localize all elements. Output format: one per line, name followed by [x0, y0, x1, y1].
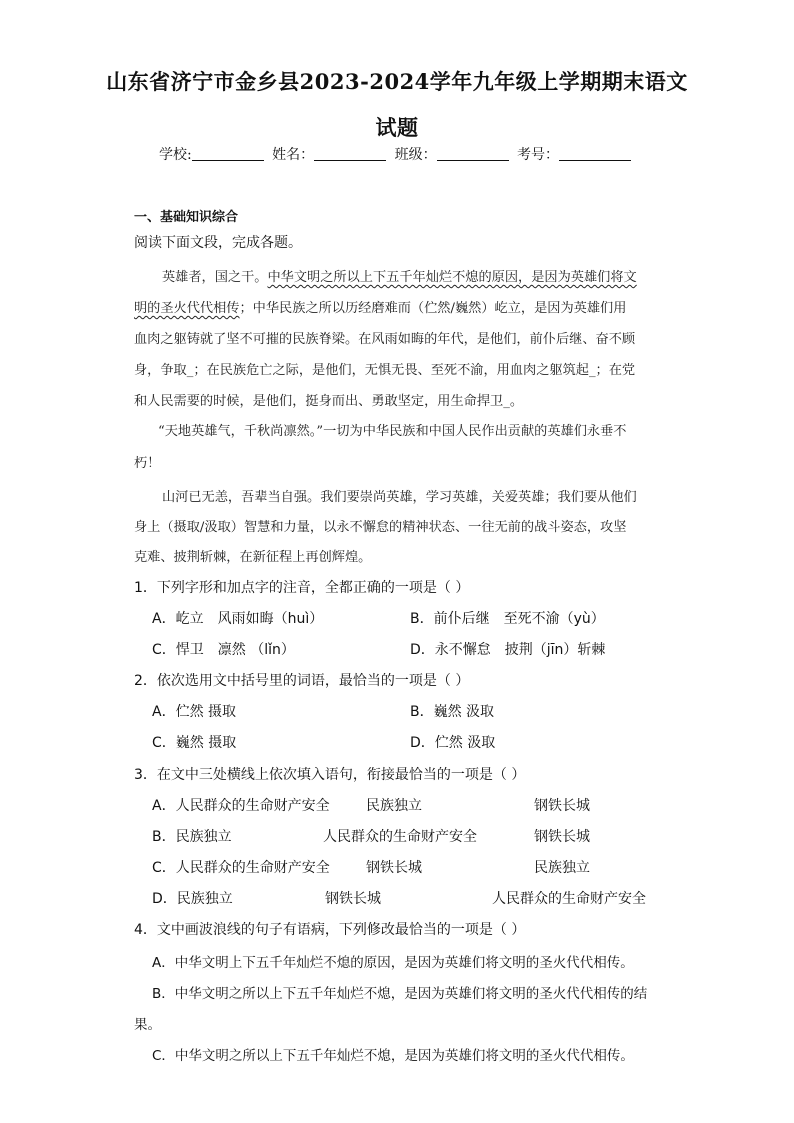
passage-p3-line3: 克难、披荆斩棘，在新征程上再创辉煌。	[134, 550, 372, 565]
q3-option-c-part1: C．人民群众的生命财产安全	[152, 860, 330, 876]
wavy-sentence: 中华文明之所以上下五千年灿烂不熄的原因，是因为英雄们将文	[267, 270, 637, 285]
question-2-stem: 2．依次选用文中括号里的词语，最恰当的一项是（ ）	[134, 673, 470, 689]
section-heading: 一、基础知识综合	[134, 210, 239, 225]
q3-option-d-part3: 人民群众的生命财产安全	[492, 891, 646, 907]
q1-option-a: A．屹立 风雨如晦（huì）	[152, 611, 324, 627]
class-blank	[437, 146, 509, 161]
passage-p2-line2: 朽！	[134, 456, 161, 471]
q1-option-d: D．永不懈怠 披荆（jīn）斩棘	[410, 642, 606, 658]
name-label: 姓名：	[272, 147, 315, 163]
passage-text: 英雄者，国之干。	[162, 270, 268, 285]
passage-p3-line2: 身上（摄取/汲取）智慧和力量，以永不懈怠的精神状态、一往无前的战斗姿态，攻坚	[134, 520, 627, 535]
school-label: 学校:	[158, 147, 192, 163]
q3-option-c-part2: 钢铁长城	[366, 860, 422, 876]
q2-option-b: B．巍然 汲取	[410, 704, 495, 720]
q3-option-b-part2: 人民群众的生命财产安全	[323, 829, 477, 845]
passage-p1-line2	[134, 297, 626, 316]
q2-option-a: A．伫然 摄取	[152, 704, 237, 720]
q3-option-b-part1: B．民族独立	[152, 829, 232, 845]
q3-option-c-part3: 民族独立	[534, 860, 590, 876]
q2-option-d: D．伫然 汲取	[410, 735, 496, 751]
number-blank	[559, 146, 631, 161]
q3-option-a-part2: 民族独立	[366, 798, 422, 814]
passage-p3-line1: 山河已无恙，吾辈当自强。我们要崇尚英雄，学习英雄，关爱英雄；我们要从他们	[162, 490, 637, 505]
student-info-row	[0, 144, 794, 164]
class-label: 班级：	[394, 147, 437, 163]
passage-p1-line5: 和人民需要的时候，是他们，挺身而出、勇敢坚定，用生命捍卫_。	[134, 394, 524, 409]
school-blank	[192, 146, 264, 161]
passage-text: ；中华民族之所以历经磨难而（伫然/巍然）屹立，是因为英雄们用	[239, 301, 627, 316]
section-intro: 阅读下面文段，完成各题。	[134, 235, 302, 251]
number-label: 考号：	[517, 147, 560, 163]
q4-option-c: C．中华文明之所以上下五千年灿烂不熄，是因为英雄们将文明的圣火代代相传。	[152, 1048, 634, 1064]
q3-option-d-part2: 钢铁长城	[325, 891, 381, 907]
q3-option-a-part1: A．人民群众的生命财产安全	[152, 798, 330, 814]
q3-option-b-part3: 钢铁长城	[534, 829, 590, 845]
exam-title-line1: 山东省济宁市金乡县2023-2024学年九年级上学期期末语文	[106, 69, 688, 94]
passage-p2-line1: “天地英雄气，千秋尚凛然。”一切为中华民族和中国人民作出贡献的英雄们永垂不	[158, 424, 627, 439]
q4-option-b-cont: 果。	[134, 1017, 161, 1033]
passage-p1-line3: 血肉之躯铸就了坚不可摧的民族脊梁。在风雨如晦的年代，是他们，前仆后继、奋不顾	[134, 332, 636, 347]
q4-option-b: B．中华文明之所以上下五千年灿烂不熄，是因为英雄们将文明的圣火代代相传的结	[152, 986, 648, 1002]
question-1-stem: 1．下列字形和加点字的注音，全都正确的一项是（ ）	[134, 580, 470, 596]
passage-p1-line1	[162, 266, 637, 285]
q4-option-a: A．中华文明上下五千年灿烂不熄的原因，是因为英雄们将文明的圣火代代相传。	[152, 955, 634, 971]
question-4-stem: 4．文中画波浪线的句子有语病，下列修改最恰当的一项是（ ）	[134, 922, 526, 938]
question-3-stem: 3．在文中三处横线上依次填入语句，衔接最恰当的一项是（ ）	[134, 767, 526, 783]
q1-option-c: C．悍卫 凛然 （lǐn）	[152, 642, 295, 658]
passage-p1-line4: 身，争取_；在民族危亡之际，是他们，无惧无畏、至死不渝，用血肉之躯筑起_；在党	[134, 363, 636, 378]
name-blank	[314, 146, 386, 161]
wavy-sentence-end: 明的圣火代代相传	[134, 301, 240, 316]
q2-option-c: C．巍然 摄取	[152, 735, 237, 751]
exam-title-line2: 试题	[375, 115, 419, 140]
q3-option-d-part1: D．民族独立	[152, 891, 233, 907]
q3-option-a-part3: 钢铁长城	[534, 798, 590, 814]
q1-option-b: B．前仆后继 至死不渝（yù）	[410, 611, 605, 627]
